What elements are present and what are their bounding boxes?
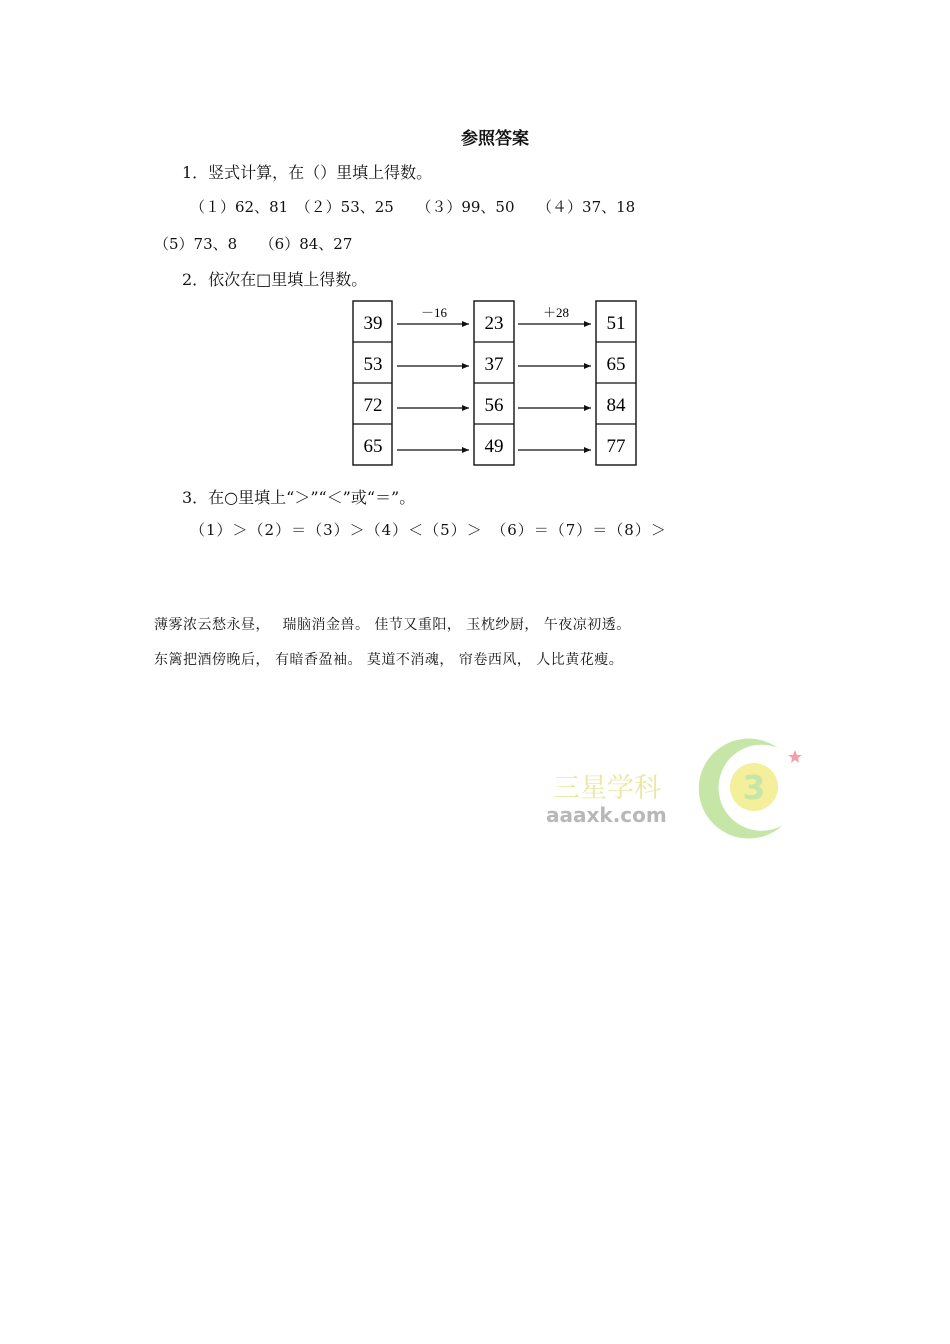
question-3-answers: （1）＞（2）＝（3）＞（4）＜（5）＞ （6）＝（7）＝（8）＞ xyxy=(190,521,667,539)
column-3-value: 84 xyxy=(606,395,626,416)
column-3-value: 65 xyxy=(606,354,626,375)
question-1-answers-line-1: （１）62、81 （２）53、25 （３）99、50 （４）37、18 xyxy=(190,198,636,216)
question-1-answers-line-2: （5）73、8 （6）84、27 xyxy=(154,235,353,253)
column-2-value: 37 xyxy=(484,354,504,375)
star-icon xyxy=(788,750,802,763)
column-2-value: 23 xyxy=(484,313,504,334)
calculation-chain-diagram xyxy=(340,295,645,470)
arrows xyxy=(397,324,591,450)
operation-plus-28-label: ＋28 xyxy=(542,305,570,320)
column-1-value: 53 xyxy=(363,354,383,375)
watermark-site-text: aaaxk.com xyxy=(546,803,667,827)
watermark-logo xyxy=(540,730,810,845)
question-3-prompt: 3．在○里填上“＞”“＜”或“＝”。 xyxy=(182,488,416,507)
column-1-value: 39 xyxy=(363,313,383,334)
operation-minus-16-label: －16 xyxy=(420,305,448,320)
column-1-value: 72 xyxy=(363,395,383,416)
watermark-number: 3 xyxy=(742,768,766,807)
column-2-value: 56 xyxy=(484,395,504,416)
poem-line-2: 东篱把酒傍晚后， 有暗香盈袖。 莫道不消魂， 帘卷西风， 人比黄花瘦。 xyxy=(154,652,624,668)
question-2-prompt: 2．依次在□里填上得数。 xyxy=(182,270,368,289)
poem-line-1: 薄雾浓云愁永昼， 瑞脑消金兽。 佳节又重阳， 玉枕纱厨， 午夜凉初透。 xyxy=(154,617,631,633)
column-3-value: 77 xyxy=(606,436,626,457)
page-title: 参照答案 xyxy=(461,129,529,149)
column-3-value: 51 xyxy=(606,313,626,334)
question-1-prompt: 1．竖式计算，在（）里填上得数。 xyxy=(182,163,433,182)
watermark-brand-text: 三星学科 xyxy=(553,773,661,804)
column-2-value: 49 xyxy=(484,436,504,457)
column-1-value: 65 xyxy=(363,436,383,457)
